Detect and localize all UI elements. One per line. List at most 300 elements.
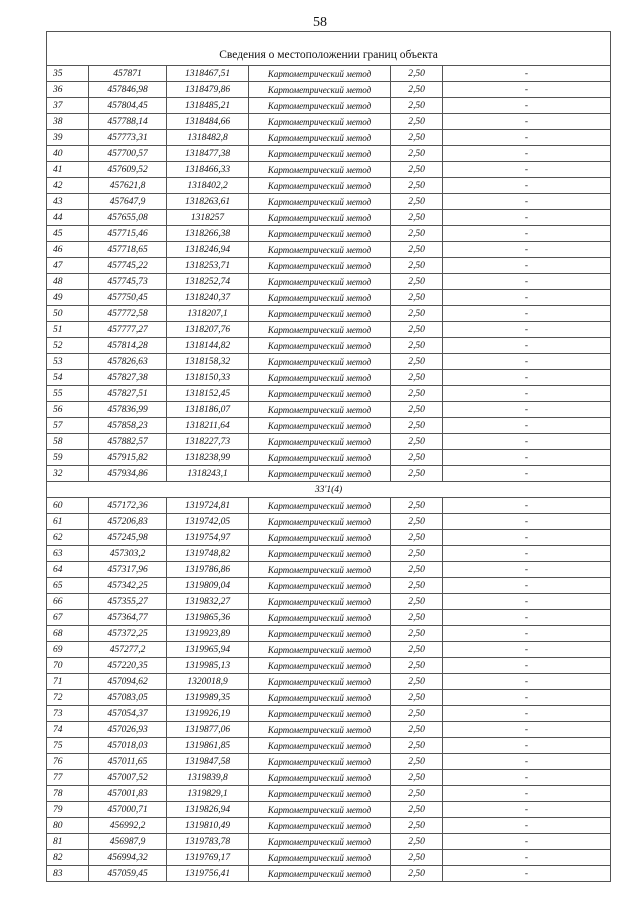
coordinate-x-cell: 457814,28	[89, 338, 167, 354]
table-row	[47, 418, 611, 434]
table-row	[47, 834, 611, 850]
accuracy-cell: 2,50	[391, 290, 443, 306]
coordinate-x-cell: 457609,52	[89, 162, 167, 178]
accuracy-cell: 2,50	[391, 354, 443, 370]
table-row	[47, 514, 611, 530]
description-cell: -	[443, 578, 611, 594]
accuracy-cell: 2,50	[391, 706, 443, 722]
description-cell: -	[443, 786, 611, 802]
point-number-cell: 54	[47, 370, 89, 386]
coordinate-y-cell: 1318257	[167, 210, 249, 226]
accuracy-cell: 2,50	[391, 130, 443, 146]
coordinate-x-cell: 457700,57	[89, 146, 167, 162]
description-cell: -	[443, 530, 611, 546]
description-cell: -	[443, 722, 611, 738]
table-row	[47, 354, 611, 370]
method-cell: Картометрический метод	[249, 498, 391, 514]
point-number-cell: 76	[47, 754, 89, 770]
point-number-cell: 45	[47, 226, 89, 242]
accuracy-cell: 2,50	[391, 866, 443, 882]
table-row	[47, 578, 611, 594]
table-row	[47, 722, 611, 738]
method-cell: Картометрический метод	[249, 674, 391, 690]
method-cell: Картометрический метод	[249, 338, 391, 354]
accuracy-cell: 2,50	[391, 434, 443, 450]
table-row	[47, 338, 611, 354]
coordinate-x-cell: 457011,65	[89, 754, 167, 770]
table-row	[47, 738, 611, 754]
coordinate-y-cell: 1318467,51	[167, 66, 249, 82]
point-number-cell: 61	[47, 514, 89, 530]
point-number-cell: 63	[47, 546, 89, 562]
description-cell: -	[443, 130, 611, 146]
method-cell: Картометрический метод	[249, 258, 391, 274]
coordinate-y-cell: 1318485,21	[167, 98, 249, 114]
coordinate-x-cell: 457827,51	[89, 386, 167, 402]
section-label: 33'1(4)	[47, 482, 611, 498]
table-row	[47, 626, 611, 642]
accuracy-cell: 2,50	[391, 386, 443, 402]
method-cell: Картометрический метод	[249, 802, 391, 818]
coordinate-y-cell: 1318158,32	[167, 354, 249, 370]
description-cell: -	[443, 274, 611, 290]
method-cell: Картометрический метод	[249, 754, 391, 770]
coordinate-y-cell: 1319783,78	[167, 834, 249, 850]
accuracy-cell: 2,50	[391, 514, 443, 530]
description-cell: -	[443, 738, 611, 754]
point-number-cell: 67	[47, 610, 89, 626]
accuracy-cell: 2,50	[391, 338, 443, 354]
method-cell: Картометрический метод	[249, 594, 391, 610]
coordinate-x-cell: 457007,52	[89, 770, 167, 786]
coordinate-x-cell: 457773,31	[89, 130, 167, 146]
coordinate-y-cell: 1319965,94	[167, 642, 249, 658]
method-cell: Картометрический метод	[249, 690, 391, 706]
description-cell: -	[443, 226, 611, 242]
accuracy-cell: 2,50	[391, 466, 443, 482]
coordinate-y-cell: 1319926,19	[167, 706, 249, 722]
coordinate-x-cell: 457245,98	[89, 530, 167, 546]
method-cell: Картометрический метод	[249, 370, 391, 386]
point-number-cell: 36	[47, 82, 89, 98]
method-cell: Картометрический метод	[249, 770, 391, 786]
accuracy-cell: 2,50	[391, 850, 443, 866]
accuracy-cell: 2,50	[391, 66, 443, 82]
method-cell: Картометрический метод	[249, 306, 391, 322]
accuracy-cell: 2,50	[391, 610, 443, 626]
accuracy-cell: 2,50	[391, 146, 443, 162]
description-cell: -	[443, 866, 611, 882]
point-number-cell: 82	[47, 850, 89, 866]
description-cell: -	[443, 498, 611, 514]
point-number-cell: 41	[47, 162, 89, 178]
point-number-cell: 56	[47, 402, 89, 418]
description-cell: -	[443, 338, 611, 354]
point-number-cell: 83	[47, 866, 89, 882]
method-cell: Картометрический метод	[249, 66, 391, 82]
method-cell: Картометрический метод	[249, 178, 391, 194]
description-cell: -	[443, 658, 611, 674]
point-number-cell: 50	[47, 306, 89, 322]
coordinate-y-cell: 1318477,38	[167, 146, 249, 162]
point-number-cell: 37	[47, 98, 89, 114]
table-row	[47, 178, 611, 194]
accuracy-cell: 2,50	[391, 642, 443, 658]
coordinate-x-cell: 457054,37	[89, 706, 167, 722]
method-cell: Картометрический метод	[249, 130, 391, 146]
coordinate-x-cell: 457745,22	[89, 258, 167, 274]
point-number-cell: 48	[47, 274, 89, 290]
boundary-coordinates-table	[46, 31, 611, 882]
coordinate-x-cell: 457827,38	[89, 370, 167, 386]
method-cell: Картометрический метод	[249, 402, 391, 418]
table-title-row	[47, 32, 611, 66]
accuracy-cell: 2,50	[391, 658, 443, 674]
coordinate-x-cell: 457788,14	[89, 114, 167, 130]
coordinate-y-cell: 1318482,8	[167, 130, 249, 146]
coordinate-x-cell: 457915,82	[89, 450, 167, 466]
accuracy-cell: 2,50	[391, 818, 443, 834]
accuracy-cell: 2,50	[391, 578, 443, 594]
point-number-cell: 73	[47, 706, 89, 722]
point-number-cell: 46	[47, 242, 89, 258]
description-cell: -	[443, 114, 611, 130]
method-cell: Картометрический метод	[249, 530, 391, 546]
coordinate-x-cell: 457172,36	[89, 498, 167, 514]
point-number-cell: 58	[47, 434, 89, 450]
method-cell: Картометрический метод	[249, 546, 391, 562]
coordinate-x-cell: 457826,63	[89, 354, 167, 370]
point-number-cell: 53	[47, 354, 89, 370]
accuracy-cell: 2,50	[391, 306, 443, 322]
coordinate-x-cell: 457342,25	[89, 578, 167, 594]
method-cell: Картометрический метод	[249, 514, 391, 530]
point-number-cell: 51	[47, 322, 89, 338]
coordinate-x-cell: 457001,83	[89, 786, 167, 802]
point-number-cell: 43	[47, 194, 89, 210]
description-cell: -	[443, 162, 611, 178]
method-cell: Картометрический метод	[249, 386, 391, 402]
coordinate-y-cell: 1318238,99	[167, 450, 249, 466]
coordinate-y-cell: 1319756,41	[167, 866, 249, 882]
point-number-cell: 62	[47, 530, 89, 546]
table-row	[47, 146, 611, 162]
method-cell: Картометрический метод	[249, 114, 391, 130]
coordinate-x-cell: 457745,73	[89, 274, 167, 290]
coordinate-x-cell: 457018,03	[89, 738, 167, 754]
point-number-cell: 59	[47, 450, 89, 466]
table-row	[47, 194, 611, 210]
description-cell: -	[443, 754, 611, 770]
table-row	[47, 290, 611, 306]
method-cell: Картометрический метод	[249, 626, 391, 642]
accuracy-cell: 2,50	[391, 738, 443, 754]
description-cell: -	[443, 210, 611, 226]
accuracy-cell: 2,50	[391, 114, 443, 130]
coordinate-x-cell: 457277,2	[89, 642, 167, 658]
accuracy-cell: 2,50	[391, 802, 443, 818]
table-row	[47, 386, 611, 402]
coordinate-x-cell: 457083,05	[89, 690, 167, 706]
coordinate-x-cell: 457621,8	[89, 178, 167, 194]
description-cell: -	[443, 818, 611, 834]
coordinate-y-cell: 1319826,94	[167, 802, 249, 818]
point-number-cell: 39	[47, 130, 89, 146]
method-cell: Картометрический метод	[249, 658, 391, 674]
table-row	[47, 370, 611, 386]
page-number: 58	[313, 15, 327, 30]
point-number-cell: 74	[47, 722, 89, 738]
coordinate-x-cell: 457655,08	[89, 210, 167, 226]
table-row	[47, 242, 611, 258]
description-cell: -	[443, 306, 611, 322]
point-number-cell: 64	[47, 562, 89, 578]
description-cell: -	[443, 802, 611, 818]
coordinate-y-cell: 1319865,36	[167, 610, 249, 626]
table-row	[47, 754, 611, 770]
point-number-cell: 72	[47, 690, 89, 706]
description-cell: -	[443, 290, 611, 306]
description-cell: -	[443, 370, 611, 386]
point-number-cell: 70	[47, 658, 89, 674]
coordinate-y-cell: 1319769,17	[167, 850, 249, 866]
table-row	[47, 402, 611, 418]
coordinate-x-cell: 456994,32	[89, 850, 167, 866]
accuracy-cell: 2,50	[391, 178, 443, 194]
point-number-cell: 47	[47, 258, 89, 274]
coordinate-y-cell: 1319754,97	[167, 530, 249, 546]
description-cell: -	[443, 850, 611, 866]
point-number-cell: 40	[47, 146, 89, 162]
description-cell: -	[443, 178, 611, 194]
method-cell: Картометрический метод	[249, 722, 391, 738]
table-row	[47, 866, 611, 882]
accuracy-cell: 2,50	[391, 418, 443, 434]
point-number-cell: 32	[47, 466, 89, 482]
table-row	[47, 82, 611, 98]
coordinate-x-cell: 456987,9	[89, 834, 167, 850]
description-cell: -	[443, 706, 611, 722]
point-number-cell: 75	[47, 738, 89, 754]
table-row	[47, 818, 611, 834]
point-number-cell: 55	[47, 386, 89, 402]
table-row	[47, 850, 611, 866]
table-row	[47, 642, 611, 658]
coordinate-y-cell: 1318479,86	[167, 82, 249, 98]
table-title: Сведения о местоположении границ объекта	[47, 32, 611, 66]
coordinate-y-cell: 1318240,37	[167, 290, 249, 306]
coordinate-y-cell: 1318144,82	[167, 338, 249, 354]
table-row	[47, 98, 611, 114]
method-cell: Картометрический метод	[249, 98, 391, 114]
coordinate-y-cell: 1319923,89	[167, 626, 249, 642]
point-number-cell: 81	[47, 834, 89, 850]
coordinate-y-cell: 1318466,33	[167, 162, 249, 178]
method-cell: Картометрический метод	[249, 418, 391, 434]
table-row	[47, 498, 611, 514]
table-row	[47, 786, 611, 802]
accuracy-cell: 2,50	[391, 754, 443, 770]
description-cell: -	[443, 418, 611, 434]
accuracy-cell: 2,50	[391, 690, 443, 706]
coordinate-x-cell: 457718,65	[89, 242, 167, 258]
table-row	[47, 658, 611, 674]
method-cell: Картометрический метод	[249, 738, 391, 754]
coordinate-y-cell: 1318402,2	[167, 178, 249, 194]
description-cell: -	[443, 146, 611, 162]
coordinate-x-cell: 457372,25	[89, 626, 167, 642]
method-cell: Картометрический метод	[249, 162, 391, 178]
coordinate-y-cell: 1319861,85	[167, 738, 249, 754]
accuracy-cell: 2,50	[391, 674, 443, 690]
coordinate-y-cell: 1320018,9	[167, 674, 249, 690]
method-cell: Картометрический метод	[249, 434, 391, 450]
coordinate-y-cell: 1319748,82	[167, 546, 249, 562]
point-number-cell: 77	[47, 770, 89, 786]
accuracy-cell: 2,50	[391, 546, 443, 562]
accuracy-cell: 2,50	[391, 786, 443, 802]
accuracy-cell: 2,50	[391, 770, 443, 786]
table-row	[47, 210, 611, 226]
description-cell: -	[443, 258, 611, 274]
table-row	[47, 562, 611, 578]
table-row	[47, 706, 611, 722]
coordinate-x-cell: 457094,62	[89, 674, 167, 690]
point-number-cell: 79	[47, 802, 89, 818]
point-number-cell: 80	[47, 818, 89, 834]
table-row	[47, 594, 611, 610]
coordinate-x-cell: 457846,98	[89, 82, 167, 98]
accuracy-cell: 2,50	[391, 450, 443, 466]
method-cell: Картометрический метод	[249, 82, 391, 98]
coordinate-x-cell: 457059,45	[89, 866, 167, 882]
table-row	[47, 162, 611, 178]
point-number-cell: 69	[47, 642, 89, 658]
method-cell: Картометрический метод	[249, 578, 391, 594]
table-row	[47, 530, 611, 546]
coordinate-y-cell: 1318150,33	[167, 370, 249, 386]
table-row	[47, 450, 611, 466]
coordinate-y-cell: 1318263,61	[167, 194, 249, 210]
table-row	[47, 114, 611, 130]
point-number-cell: 52	[47, 338, 89, 354]
coordinate-y-cell: 1318253,71	[167, 258, 249, 274]
method-cell: Картометрический метод	[249, 818, 391, 834]
accuracy-cell: 2,50	[391, 834, 443, 850]
coordinate-y-cell: 1318243,1	[167, 466, 249, 482]
method-cell: Картометрический метод	[249, 786, 391, 802]
description-cell: -	[443, 770, 611, 786]
coordinate-x-cell: 457026,93	[89, 722, 167, 738]
table-row	[47, 674, 611, 690]
method-cell: Картометрический метод	[249, 642, 391, 658]
accuracy-cell: 2,50	[391, 322, 443, 338]
accuracy-cell: 2,50	[391, 82, 443, 98]
table-row	[47, 770, 611, 786]
description-cell: -	[443, 594, 611, 610]
description-cell: -	[443, 354, 611, 370]
coordinate-x-cell: 457858,23	[89, 418, 167, 434]
accuracy-cell: 2,50	[391, 226, 443, 242]
method-cell: Картометрический метод	[249, 354, 391, 370]
method-cell: Картометрический метод	[249, 706, 391, 722]
description-cell: -	[443, 610, 611, 626]
accuracy-cell: 2,50	[391, 194, 443, 210]
coordinate-x-cell: 457871	[89, 66, 167, 82]
point-number-cell: 57	[47, 418, 89, 434]
table-row	[47, 258, 611, 274]
coordinate-x-cell: 457934,86	[89, 466, 167, 482]
coordinate-y-cell: 1318207,1	[167, 306, 249, 322]
table-row	[47, 130, 611, 146]
coordinate-x-cell: 457836,99	[89, 402, 167, 418]
coordinate-y-cell: 1319724,81	[167, 498, 249, 514]
coordinate-x-cell: 457317,96	[89, 562, 167, 578]
coordinate-x-cell: 457777,27	[89, 322, 167, 338]
point-number-cell: 42	[47, 178, 89, 194]
coordinate-y-cell: 1319989,35	[167, 690, 249, 706]
coordinate-y-cell: 1318186,07	[167, 402, 249, 418]
point-number-cell: 66	[47, 594, 89, 610]
accuracy-cell: 2,50	[391, 98, 443, 114]
method-cell: Картометрический метод	[249, 610, 391, 626]
coordinate-x-cell: 457303,2	[89, 546, 167, 562]
coordinate-x-cell: 457804,45	[89, 98, 167, 114]
coordinate-x-cell: 457000,71	[89, 802, 167, 818]
description-cell: -	[443, 322, 611, 338]
accuracy-cell: 2,50	[391, 210, 443, 226]
description-cell: -	[443, 402, 611, 418]
point-number-cell: 35	[47, 66, 89, 82]
coordinate-y-cell: 1319985,13	[167, 658, 249, 674]
coordinate-y-cell: 1318246,94	[167, 242, 249, 258]
table-row	[47, 690, 611, 706]
coordinate-x-cell: 457220,35	[89, 658, 167, 674]
coordinate-y-cell: 1318484,66	[167, 114, 249, 130]
accuracy-cell: 2,50	[391, 274, 443, 290]
point-number-cell: 44	[47, 210, 89, 226]
method-cell: Картометрический метод	[249, 146, 391, 162]
accuracy-cell: 2,50	[391, 370, 443, 386]
table-row	[47, 466, 611, 482]
description-cell: -	[443, 514, 611, 530]
description-cell: -	[443, 466, 611, 482]
coordinate-x-cell: 457364,77	[89, 610, 167, 626]
description-cell: -	[443, 98, 611, 114]
description-cell: -	[443, 82, 611, 98]
table-row	[47, 66, 611, 82]
accuracy-cell: 2,50	[391, 402, 443, 418]
method-cell: Картометрический метод	[249, 274, 391, 290]
coordinate-x-cell: 457206,83	[89, 514, 167, 530]
method-cell: Картометрический метод	[249, 866, 391, 882]
section-row	[47, 482, 611, 498]
accuracy-cell: 2,50	[391, 242, 443, 258]
method-cell: Картометрический метод	[249, 210, 391, 226]
description-cell: -	[443, 194, 611, 210]
coordinate-y-cell: 1318227,73	[167, 434, 249, 450]
accuracy-cell: 2,50	[391, 722, 443, 738]
coordinate-y-cell: 1318207,76	[167, 322, 249, 338]
method-cell: Картометрический метод	[249, 322, 391, 338]
coordinate-x-cell: 456992,2	[89, 818, 167, 834]
coordinate-x-cell: 457882,57	[89, 434, 167, 450]
point-number-cell: 38	[47, 114, 89, 130]
table-row	[47, 306, 611, 322]
table-row	[47, 610, 611, 626]
coordinate-y-cell: 1318252,74	[167, 274, 249, 290]
table-row	[47, 546, 611, 562]
